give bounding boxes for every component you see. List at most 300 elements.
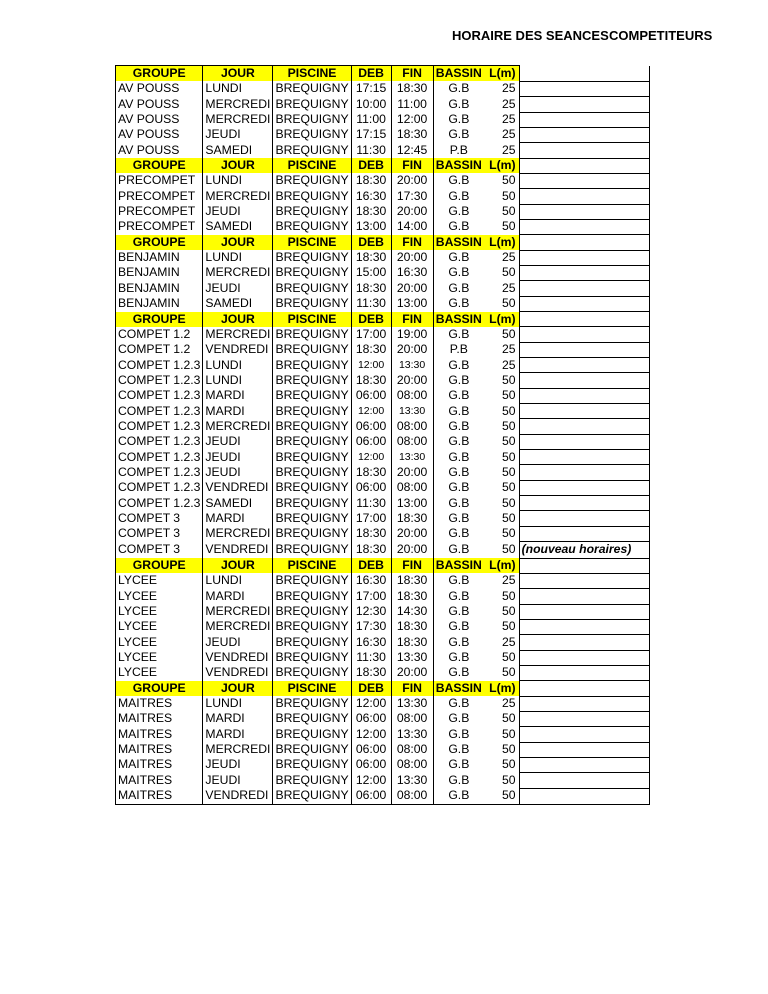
- table-row: [116, 619, 650, 634]
- note-cell: [519, 511, 649, 526]
- length-cell: 25: [484, 573, 519, 588]
- basin-cell: G.B: [433, 496, 484, 511]
- start-cell: 17:30: [351, 619, 391, 634]
- end-cell: 20:00: [391, 342, 433, 357]
- day-cell: MERCREDI: [203, 265, 273, 280]
- length-cell: 50: [484, 388, 519, 403]
- length-cell: 50: [484, 327, 519, 342]
- note-cell: [519, 650, 649, 665]
- pool-cell: BREQUIGNY: [273, 189, 351, 204]
- basin-cell: G.B: [433, 219, 484, 234]
- end-cell: 18:30: [391, 81, 433, 96]
- day-cell: MARDI: [203, 404, 273, 419]
- end-cell: 13:30: [391, 450, 433, 465]
- pool-cell: BREQUIGNY: [273, 250, 351, 265]
- end-cell: 20:00: [391, 465, 433, 480]
- pool-cell: BREQUIGNY: [273, 696, 351, 711]
- day-cell: MARDI: [203, 711, 273, 726]
- basin-cell: G.B: [433, 327, 484, 342]
- column-header: L(m): [484, 681, 519, 696]
- table-row: [116, 542, 650, 558]
- basin-cell: G.B: [433, 788, 484, 804]
- document-title: HORAIRE DES SEANCES: [452, 28, 609, 43]
- table-row: [116, 650, 650, 665]
- day-cell: VENDREDI: [203, 665, 273, 680]
- column-header: PISCINE: [273, 312, 351, 327]
- group-cell: BENJAMIN: [116, 296, 203, 311]
- pool-cell: BREQUIGNY: [273, 480, 351, 495]
- start-cell: 06:00: [351, 388, 391, 403]
- group-cell: MAITRES: [116, 696, 203, 711]
- length-cell: 50: [484, 434, 519, 449]
- group-cell: COMPET 1.2.3: [116, 358, 203, 373]
- group-cell: LYCEE: [116, 619, 203, 634]
- day-cell: MERCREDI: [203, 189, 273, 204]
- start-cell: 12:00: [351, 696, 391, 711]
- column-header: BASSIN: [433, 558, 484, 573]
- pool-cell: BREQUIGNY: [273, 650, 351, 665]
- length-cell: 25: [484, 358, 519, 373]
- column-header: PISCINE: [273, 558, 351, 573]
- note-cell: [519, 757, 649, 772]
- basin-cell: G.B: [433, 450, 484, 465]
- group-cell: LYCEE: [116, 635, 203, 650]
- table-row: [116, 434, 650, 449]
- column-header-row: [116, 235, 650, 250]
- column-header: BASSIN: [433, 66, 484, 82]
- length-cell: 50: [484, 189, 519, 204]
- end-cell: 12:00: [391, 112, 433, 127]
- start-cell: 18:30: [351, 173, 391, 188]
- pool-cell: BREQUIGNY: [273, 665, 351, 680]
- day-cell: MARDI: [203, 589, 273, 604]
- pool-cell: BREQUIGNY: [273, 358, 351, 373]
- pool-cell: BREQUIGNY: [273, 526, 351, 541]
- table-row: [116, 604, 650, 619]
- note-cell: [519, 296, 649, 311]
- note-cell: [519, 480, 649, 495]
- length-cell: 25: [484, 250, 519, 265]
- column-header: GROUPE: [116, 235, 203, 250]
- day-cell: JEUDI: [203, 281, 273, 296]
- group-cell: COMPET 3: [116, 542, 203, 558]
- note-cell: [519, 158, 649, 173]
- column-header-row: [116, 312, 650, 327]
- note-cell: [519, 373, 649, 388]
- length-cell: 50: [484, 589, 519, 604]
- length-cell: 50: [484, 480, 519, 495]
- note-cell: [519, 773, 649, 788]
- column-header: JOUR: [203, 235, 273, 250]
- end-cell: 08:00: [391, 434, 433, 449]
- group-cell: AV POUSS: [116, 127, 203, 142]
- group-cell: PRECOMPET: [116, 173, 203, 188]
- basin-cell: G.B: [433, 434, 484, 449]
- start-cell: 10:00: [351, 97, 391, 112]
- note-cell: [519, 281, 649, 296]
- end-cell: 18:30: [391, 589, 433, 604]
- pool-cell: BREQUIGNY: [273, 97, 351, 112]
- group-cell: COMPET 3: [116, 511, 203, 526]
- table-row: [116, 342, 650, 357]
- day-cell: LUNDI: [203, 373, 273, 388]
- end-cell: 18:30: [391, 127, 433, 142]
- day-cell: JEUDI: [203, 127, 273, 142]
- note-cell: [519, 696, 649, 711]
- group-cell: COMPET 1.2.3: [116, 496, 203, 511]
- length-cell: 50: [484, 373, 519, 388]
- column-header: GROUPE: [116, 681, 203, 696]
- document-subtitle: COMPETITEURS: [609, 28, 713, 43]
- day-cell: MERCREDI: [203, 526, 273, 541]
- group-cell: AV POUSS: [116, 112, 203, 127]
- start-cell: 18:30: [351, 373, 391, 388]
- column-header: FIN: [391, 681, 433, 696]
- day-cell: MERCREDI: [203, 619, 273, 634]
- day-cell: SAMEDI: [203, 496, 273, 511]
- day-cell: MERCREDI: [203, 327, 273, 342]
- note-cell: [519, 681, 649, 696]
- basin-cell: G.B: [433, 404, 484, 419]
- end-cell: 08:00: [391, 788, 433, 804]
- note-cell: [519, 419, 649, 434]
- start-cell: 13:00: [351, 219, 391, 234]
- start-cell: 18:30: [351, 542, 391, 558]
- basin-cell: G.B: [433, 388, 484, 403]
- start-cell: 18:30: [351, 665, 391, 680]
- day-cell: LUNDI: [203, 81, 273, 96]
- start-cell: 06:00: [351, 742, 391, 757]
- table-row: [116, 204, 650, 219]
- end-cell: 18:30: [391, 619, 433, 634]
- column-header: BASSIN: [433, 235, 484, 250]
- table-row: [116, 404, 650, 419]
- start-cell: 12:00: [351, 450, 391, 465]
- column-header: JOUR: [203, 558, 273, 573]
- group-cell: BENJAMIN: [116, 250, 203, 265]
- end-cell: 18:30: [391, 635, 433, 650]
- group-cell: COMPET 1.2.3: [116, 465, 203, 480]
- end-cell: 16:30: [391, 265, 433, 280]
- column-header: DEB: [351, 66, 391, 82]
- note-cell: [519, 127, 649, 142]
- table-row: [116, 97, 650, 112]
- pool-cell: BREQUIGNY: [273, 219, 351, 234]
- start-cell: 17:15: [351, 81, 391, 96]
- length-cell: 25: [484, 342, 519, 357]
- pool-cell: BREQUIGNY: [273, 465, 351, 480]
- length-cell: 25: [484, 112, 519, 127]
- note-cell: [519, 112, 649, 127]
- day-cell: MARDI: [203, 511, 273, 526]
- note-cell: [519, 189, 649, 204]
- end-cell: 08:00: [391, 480, 433, 495]
- table-row: [116, 480, 650, 495]
- table-row: [116, 496, 650, 511]
- group-cell: MAITRES: [116, 742, 203, 757]
- start-cell: 16:30: [351, 635, 391, 650]
- note-cell: [519, 81, 649, 96]
- group-cell: COMPET 1.2.3: [116, 419, 203, 434]
- start-cell: 18:30: [351, 342, 391, 357]
- start-cell: 06:00: [351, 788, 391, 804]
- group-cell: COMPET 1.2.3: [116, 373, 203, 388]
- group-cell: COMPET 1.2.3: [116, 480, 203, 495]
- note-cell: [519, 173, 649, 188]
- column-header: DEB: [351, 681, 391, 696]
- start-cell: 12:00: [351, 773, 391, 788]
- pool-cell: BREQUIGNY: [273, 742, 351, 757]
- pool-cell: BREQUIGNY: [273, 419, 351, 434]
- note-cell: [519, 312, 649, 327]
- pool-cell: BREQUIGNY: [273, 788, 351, 804]
- note-cell: [519, 788, 649, 804]
- group-cell: LYCEE: [116, 589, 203, 604]
- note-cell: [519, 434, 649, 449]
- day-cell: JEUDI: [203, 450, 273, 465]
- end-cell: 20:00: [391, 542, 433, 558]
- end-cell: 18:30: [391, 573, 433, 588]
- basin-cell: G.B: [433, 81, 484, 96]
- length-cell: 50: [484, 219, 519, 234]
- table-row: [116, 711, 650, 726]
- column-header: BASSIN: [433, 158, 484, 173]
- length-cell: 50: [484, 650, 519, 665]
- column-header: FIN: [391, 66, 433, 82]
- group-cell: COMPET 1.2.3: [116, 404, 203, 419]
- column-header: DEB: [351, 235, 391, 250]
- table-row: [116, 219, 650, 234]
- pool-cell: BREQUIGNY: [273, 373, 351, 388]
- length-cell: 50: [484, 665, 519, 680]
- length-cell: 25: [484, 97, 519, 112]
- column-header: BASSIN: [433, 312, 484, 327]
- pool-cell: BREQUIGNY: [273, 265, 351, 280]
- note-cell: [519, 450, 649, 465]
- basin-cell: G.B: [433, 189, 484, 204]
- length-cell: 50: [484, 465, 519, 480]
- group-cell: COMPET 1.2.3: [116, 434, 203, 449]
- start-cell: 18:30: [351, 465, 391, 480]
- group-cell: COMPET 1.2: [116, 342, 203, 357]
- day-cell: MERCREDI: [203, 97, 273, 112]
- length-cell: 50: [484, 773, 519, 788]
- group-cell: LYCEE: [116, 650, 203, 665]
- table-row: [116, 742, 650, 757]
- day-cell: VENDREDI: [203, 342, 273, 357]
- column-header-row: [116, 158, 650, 173]
- basin-cell: G.B: [433, 358, 484, 373]
- day-cell: LUNDI: [203, 358, 273, 373]
- group-cell: MAITRES: [116, 757, 203, 772]
- group-cell: LYCEE: [116, 604, 203, 619]
- basin-cell: G.B: [433, 173, 484, 188]
- column-header: L(m): [484, 66, 519, 82]
- note-cell: [519, 404, 649, 419]
- start-cell: 18:30: [351, 526, 391, 541]
- table-row: [116, 511, 650, 526]
- column-header-row: [116, 558, 650, 573]
- note-cell: [519, 250, 649, 265]
- group-cell: AV POUSS: [116, 97, 203, 112]
- table-row: [116, 265, 650, 280]
- basin-cell: G.B: [433, 773, 484, 788]
- table-row: [116, 373, 650, 388]
- end-cell: 13:30: [391, 696, 433, 711]
- column-header: JOUR: [203, 158, 273, 173]
- note-cell: [519, 665, 649, 680]
- table-row: [116, 727, 650, 742]
- note-cell: [519, 604, 649, 619]
- note-cell: [519, 97, 649, 112]
- basin-cell: G.B: [433, 112, 484, 127]
- group-cell: LYCEE: [116, 665, 203, 680]
- basin-cell: G.B: [433, 127, 484, 142]
- basin-cell: G.B: [433, 281, 484, 296]
- length-cell: 25: [484, 281, 519, 296]
- group-cell: MAITRES: [116, 711, 203, 726]
- pool-cell: BREQUIGNY: [273, 573, 351, 588]
- column-header: FIN: [391, 558, 433, 573]
- start-cell: 06:00: [351, 480, 391, 495]
- length-cell: 50: [484, 450, 519, 465]
- column-header: FIN: [391, 312, 433, 327]
- note-cell: [519, 358, 649, 373]
- table-row: [116, 773, 650, 788]
- column-header: GROUPE: [116, 66, 203, 82]
- start-cell: 17:00: [351, 511, 391, 526]
- table-row: [116, 589, 650, 604]
- start-cell: 12:00: [351, 727, 391, 742]
- end-cell: 13:30: [391, 358, 433, 373]
- column-header: DEB: [351, 312, 391, 327]
- column-header: GROUPE: [116, 558, 203, 573]
- end-cell: 08:00: [391, 757, 433, 772]
- pool-cell: BREQUIGNY: [273, 450, 351, 465]
- column-header: L(m): [484, 235, 519, 250]
- table-row: [116, 81, 650, 96]
- length-cell: 50: [484, 788, 519, 804]
- table-row: [116, 635, 650, 650]
- column-header: GROUPE: [116, 312, 203, 327]
- column-header: FIN: [391, 158, 433, 173]
- start-cell: 12:00: [351, 358, 391, 373]
- basin-cell: G.B: [433, 727, 484, 742]
- group-cell: LYCEE: [116, 573, 203, 588]
- pool-cell: BREQUIGNY: [273, 388, 351, 403]
- length-cell: 50: [484, 419, 519, 434]
- start-cell: 06:00: [351, 419, 391, 434]
- pool-cell: BREQUIGNY: [273, 511, 351, 526]
- pool-cell: BREQUIGNY: [273, 127, 351, 142]
- pool-cell: BREQUIGNY: [273, 604, 351, 619]
- column-header: JOUR: [203, 681, 273, 696]
- basin-cell: G.B: [433, 665, 484, 680]
- length-cell: 50: [484, 404, 519, 419]
- note-cell: [519, 219, 649, 234]
- note-cell: [519, 465, 649, 480]
- column-header: PISCINE: [273, 681, 351, 696]
- start-cell: 06:00: [351, 757, 391, 772]
- group-cell: MAITRES: [116, 773, 203, 788]
- day-cell: JEUDI: [203, 204, 273, 219]
- column-header: DEB: [351, 558, 391, 573]
- start-cell: 17:00: [351, 589, 391, 604]
- day-cell: SAMEDI: [203, 219, 273, 234]
- end-cell: 13:30: [391, 727, 433, 742]
- length-cell: 50: [484, 727, 519, 742]
- day-cell: MARDI: [203, 388, 273, 403]
- group-cell: COMPET 1.2: [116, 327, 203, 342]
- length-cell: 25: [484, 635, 519, 650]
- day-cell: MERCREDI: [203, 112, 273, 127]
- day-cell: LUNDI: [203, 573, 273, 588]
- end-cell: 13:00: [391, 296, 433, 311]
- pool-cell: BREQUIGNY: [273, 496, 351, 511]
- length-cell: 50: [484, 173, 519, 188]
- length-cell: 50: [484, 742, 519, 757]
- start-cell: 16:30: [351, 189, 391, 204]
- note-cell: [519, 327, 649, 342]
- start-cell: 11:00: [351, 112, 391, 127]
- table-row: [116, 788, 650, 804]
- end-cell: 14:30: [391, 604, 433, 619]
- note-cell: [519, 573, 649, 588]
- note-cell: [519, 742, 649, 757]
- table-row: [116, 112, 650, 127]
- end-cell: 20:00: [391, 204, 433, 219]
- basin-cell: G.B: [433, 650, 484, 665]
- group-cell: AV POUSS: [116, 81, 203, 96]
- basin-cell: G.B: [433, 511, 484, 526]
- end-cell: 13:30: [391, 650, 433, 665]
- pool-cell: BREQUIGNY: [273, 81, 351, 96]
- pool-cell: BREQUIGNY: [273, 635, 351, 650]
- column-header: BASSIN: [433, 681, 484, 696]
- group-cell: BENJAMIN: [116, 265, 203, 280]
- table-row: [116, 127, 650, 142]
- pool-cell: BREQUIGNY: [273, 773, 351, 788]
- end-cell: 20:00: [391, 250, 433, 265]
- length-cell: 25: [484, 127, 519, 142]
- end-cell: 17:30: [391, 189, 433, 204]
- note-cell: [519, 342, 649, 357]
- length-cell: 50: [484, 711, 519, 726]
- day-cell: JEUDI: [203, 773, 273, 788]
- note-cell: [519, 526, 649, 541]
- pool-cell: BREQUIGNY: [273, 727, 351, 742]
- basin-cell: G.B: [433, 742, 484, 757]
- start-cell: 18:30: [351, 204, 391, 219]
- end-cell: 11:00: [391, 97, 433, 112]
- column-header: FIN: [391, 235, 433, 250]
- length-cell: 50: [484, 619, 519, 634]
- table-row: [116, 173, 650, 188]
- length-cell: 50: [484, 526, 519, 541]
- note-cell: [519, 204, 649, 219]
- length-cell: 50: [484, 296, 519, 311]
- table-row: [116, 250, 650, 265]
- day-cell: VENDREDI: [203, 542, 273, 558]
- start-cell: 18:30: [351, 281, 391, 296]
- end-cell: 14:00: [391, 219, 433, 234]
- note-cell: [519, 496, 649, 511]
- column-header: GROUPE: [116, 158, 203, 173]
- group-cell: MAITRES: [116, 788, 203, 804]
- note-cell: [519, 711, 649, 726]
- end-cell: 12:45: [391, 143, 433, 158]
- pool-cell: BREQUIGNY: [273, 112, 351, 127]
